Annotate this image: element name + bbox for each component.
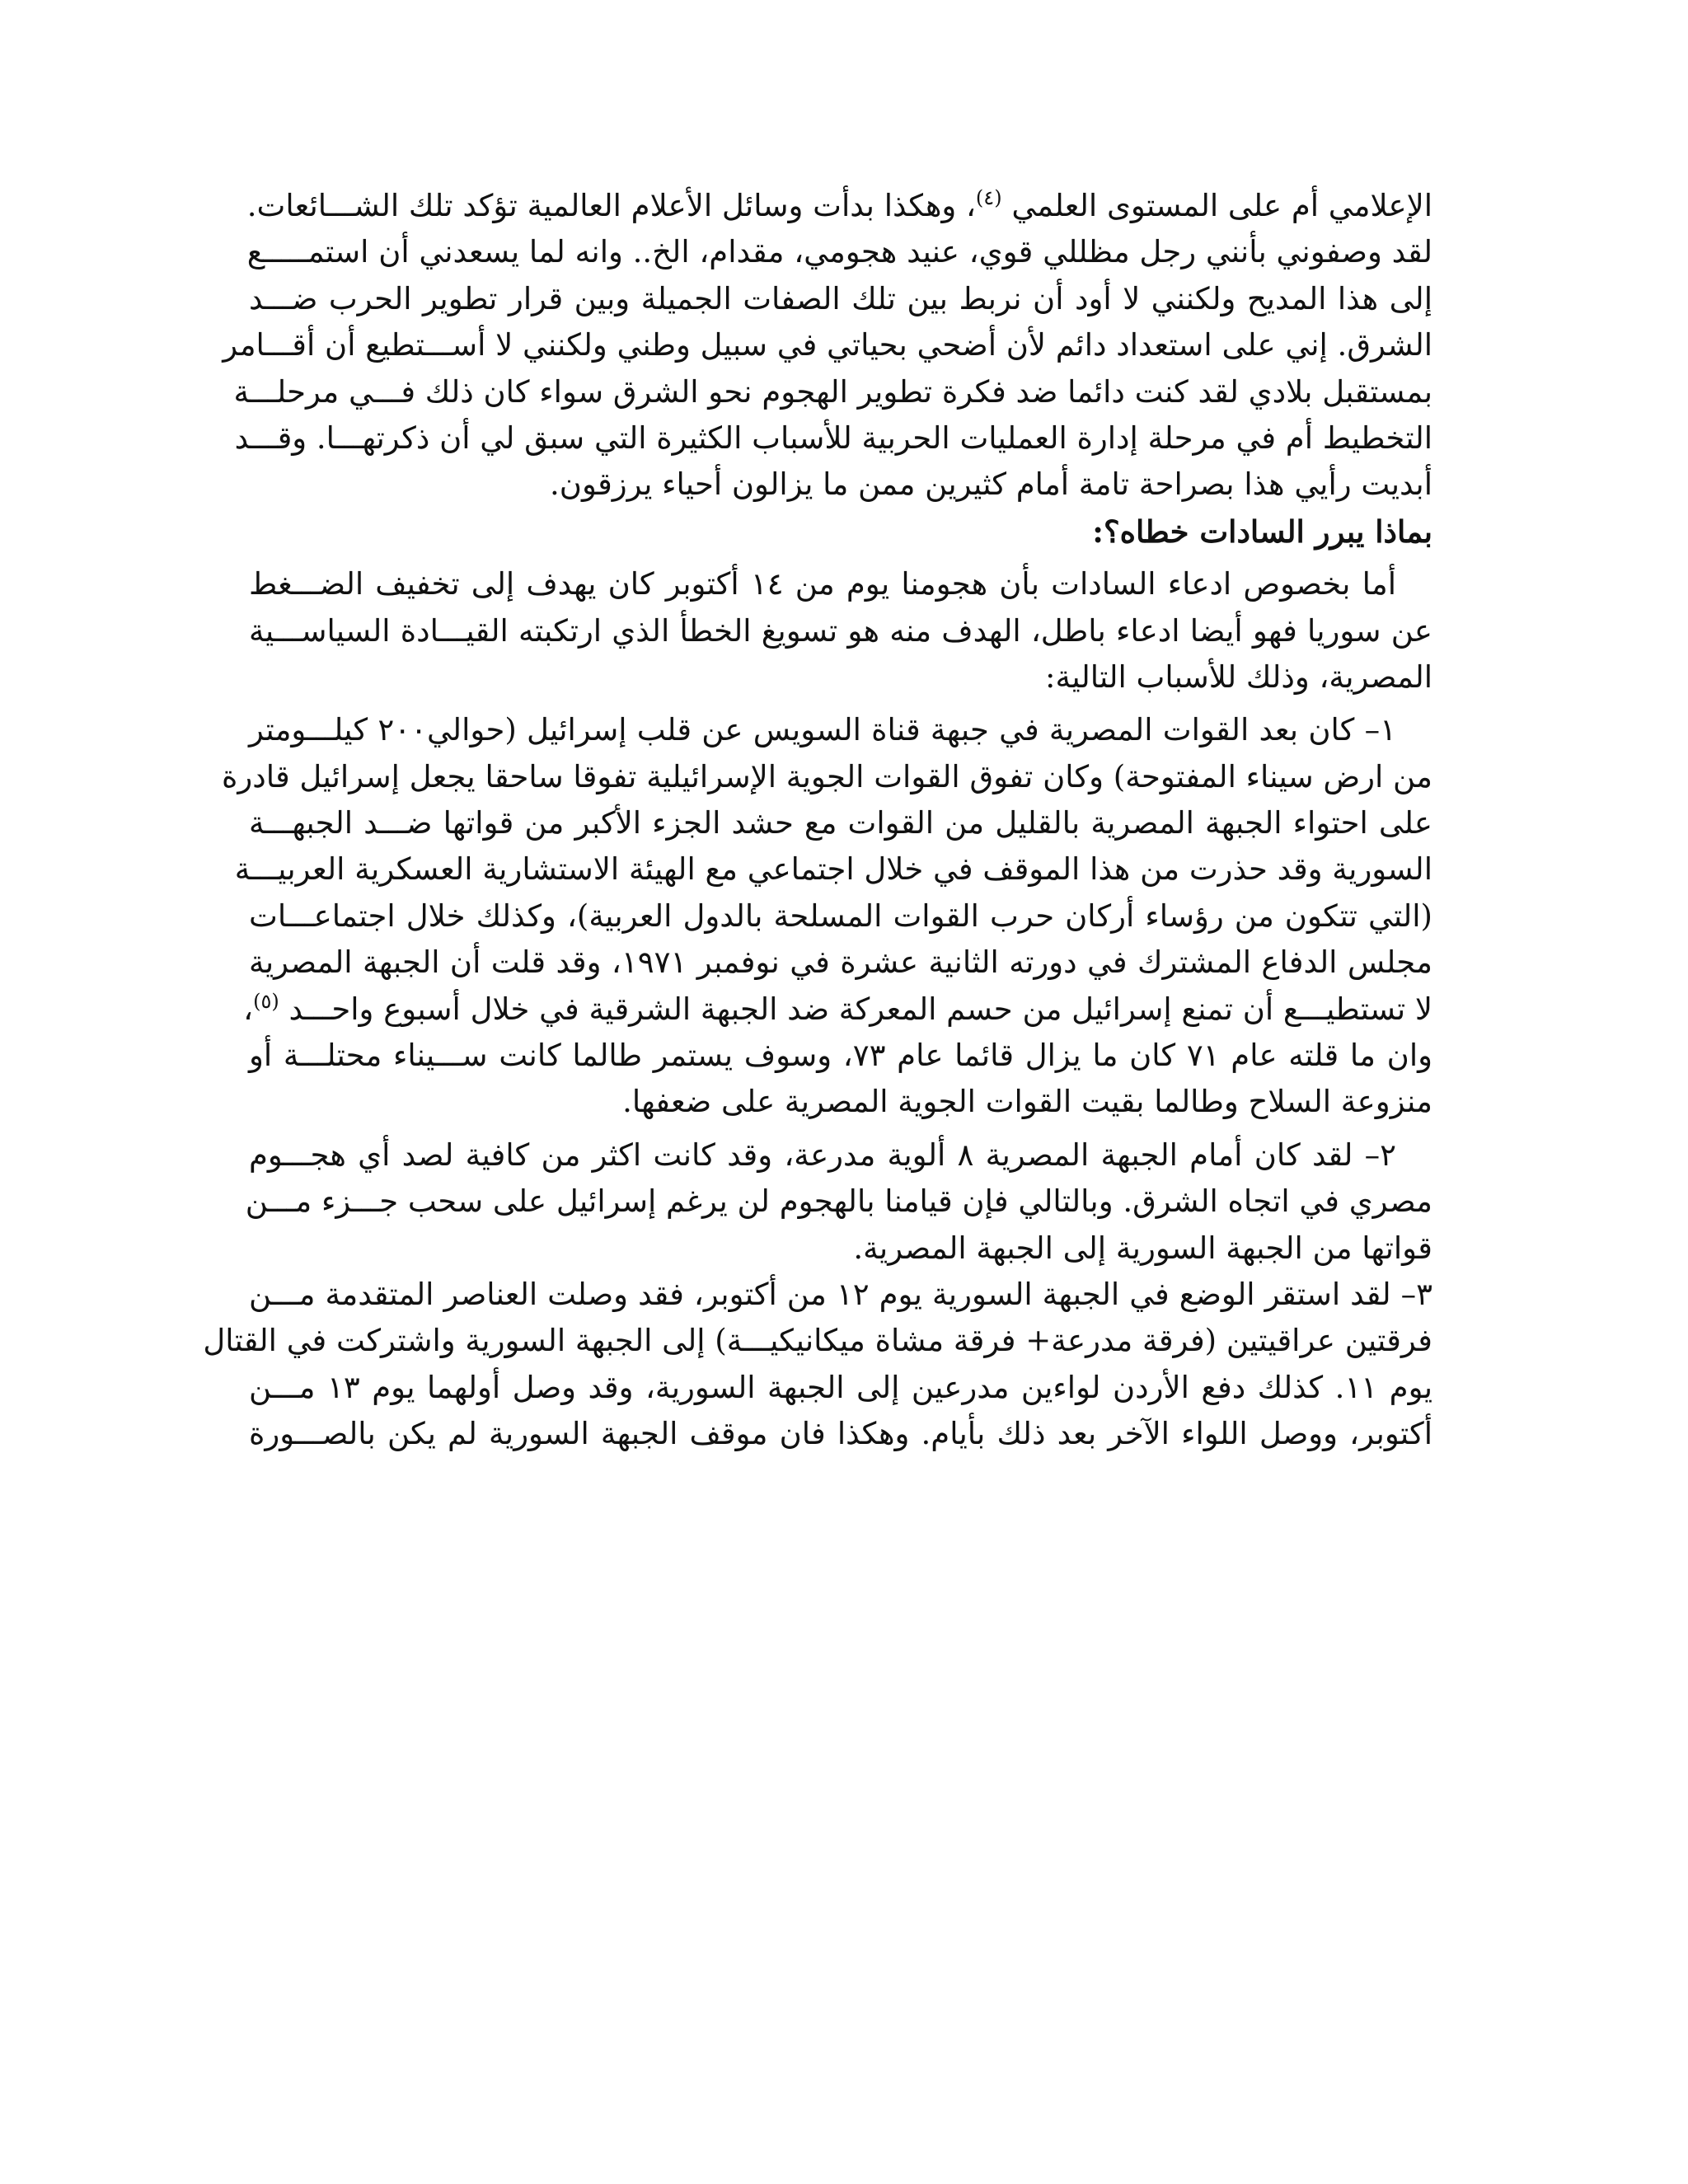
text-line: أما بخصوص ادعاء السادات بأن هجومنا يوم من ١٤ أكتوبر كان يهدف إلى تخفيف الضـــغط <box>249 566 1396 602</box>
text-line: إلى هذا المديح ولكنني لا أود أن نربط بين تلك الصفات الجميلة وبين قرار تطوير الحرب ضـــد <box>249 280 1432 316</box>
text-line: منزوعة السلاح وطالما بقيت القوات الجوية المصرية على ضعفها. <box>622 1084 1432 1120</box>
document-page <box>0 183 1688 1458</box>
footnote-ref: (٥) <box>253 989 279 1013</box>
point-3 <box>203 1272 1433 1458</box>
text-line: لقد وصفوني بأنني رجل مظللي قوي، عنيد هجومي، مقدام، الخ.. وانه لما يسعدني أن استمـــــع <box>246 234 1432 270</box>
text-line: عن سوريا فهو أيضا ادعاء باطل، الهدف منه هو تسويغ الخطأ الذي ارتكبته القيـــادة السياســـية <box>249 612 1432 649</box>
text-line: وان ما قلته عام ٧١ كان ما يزال قائما عام ٧٣، وسوف يستمر طالما كانت ســـيناء محتلـــة أو <box>249 1038 1432 1074</box>
text-line: أبديت رأيي هذا بصراحة تامة أمام كثيرين ممن ما يزالون أحياء يرزقون. <box>550 466 1432 503</box>
section-heading: بماذا يبرر السادات خطاه؟: <box>1092 513 1432 550</box>
text-line: يوم ١١. كذلك دفع الأردن لواءين مدرعين إلى الجبهة السورية، وقد وصل أولهما يوم ١٣ مـــن <box>249 1369 1432 1405</box>
text-line: من ارض سيناء المفتوحة) وكان تفوق القوات الجوية الإسرائيلية تفوقا ساحقا يجعل إسرائيل قادرة <box>221 758 1432 794</box>
text-line: أكتوبر، ووصل اللواء الآخر بعد ذلك بأيام. وهكذا فان موقف الجبهة السورية لم يكن بالصـــورة <box>249 1416 1432 1452</box>
text-line: قواتها من الجبهة السورية إلى الجبهة المصرية. <box>853 1230 1432 1266</box>
text-segment: ، <box>243 991 254 1027</box>
paragraph-1 <box>223 183 1432 509</box>
text-line: مصري في اتجاه الشرق. وبالتالي فإن قيامنا بالهجوم لن يرغم إسرائيل على سحب جـــزء مـــن <box>245 1183 1432 1220</box>
paragraph-2 <box>249 561 1432 701</box>
text-line: بمستقبل بلادي لقد كنت دائما ضد فكرة تطوير الهجوم نحو الشرق سواء كان ذلك فـــي مرحلـــة <box>233 373 1432 410</box>
footnote-ref: (٤) <box>975 186 1002 209</box>
text-line: على احتواء الجبهة المصرية بالقليل من القوات مع حشد الجزء الأكبر من قواتها ضـــد الجبهـــة <box>249 805 1432 841</box>
text-segment: ، وهكذا بدأت وسائل الأعلام العالمية تؤكد تلك الشـــائعات. <box>246 188 976 223</box>
text-line: ١– كان بعد القوات المصرية في جبهة قناة السويس عن قلب إسرائيل (حوالي٢٠٠ كيلـــومتر <box>249 712 1397 748</box>
text-line: المصرية، وذلك للأسباب التالية: <box>1045 658 1432 695</box>
text-segment: لا تستطيـــع أن تمنع إسرائيل من حسم المعركة ضد الجبهة الشرقية في خلال أسبوع واحـــد <box>288 991 1432 1027</box>
text-line: ٢– لقد كان أمام الجبهة المصرية ٨ ألوية مدرعة، وقد كانت اكثر من كافية لصد أي هجـــوم <box>249 1137 1396 1173</box>
text-line: السورية وقد حذرت من هذا الموقف في خلال اجتماعي مع الهيئة الاستشارية العسكرية العربيـــة <box>234 851 1432 888</box>
text-line: مجلس الدفاع المشترك في دورته الثانية عشرة في نوفمبر ١٩٧١، وقد قلت أن الجبهة المصرية <box>249 944 1432 981</box>
point-2 <box>245 1132 1432 1272</box>
point-1 <box>221 707 1432 1126</box>
text-line <box>243 987 1432 1033</box>
text-line: ٣– لقد استقر الوضع في الجبهة السورية يوم ١٢ من أكتوبر، فقد وصلت العناصر المتقدمة مـــن <box>249 1276 1433 1312</box>
text-line: (التي تتكون من رؤساء أركان حرب القوات المسلحة بالدول العربية)، وكذلك خلال اجتماعـــات <box>249 898 1432 934</box>
text-segment: الإعلامي أم على المستوى العلمي <box>1011 188 1432 223</box>
text-line: الشرق. إني على استعداد دائم لأن أضحي بحياتي في سبيل وطني ولكنني لا أســـتطيع أن أقـــامر <box>223 327 1432 363</box>
text-line: التخطيط أم في مرحلة إدارة العمليات الحربية للأسباب الكثيرة التي سبق لي أن ذكرتهـــا. وقـــد <box>234 419 1432 456</box>
text-line: فرقتين عراقيتين (فرقة مدرعة+ فرقة مشاة ميكانيكيـــة) إلى الجبهة السورية واشتركت في القتال <box>203 1323 1432 1359</box>
text-line <box>246 183 1432 229</box>
